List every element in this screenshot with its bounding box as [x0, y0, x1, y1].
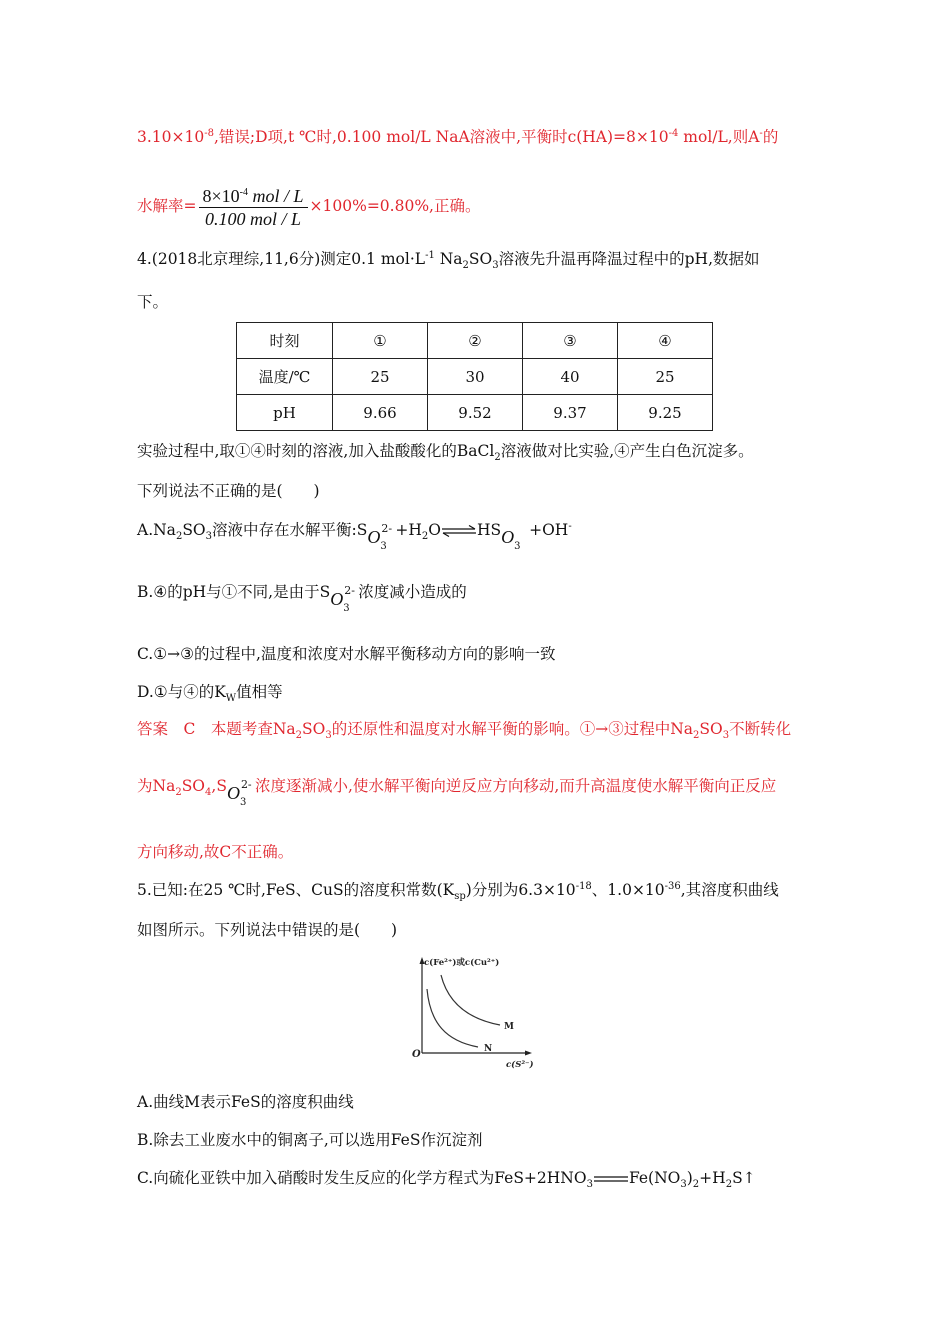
table-cell: 9.25 [618, 395, 713, 431]
sulfite-ion: O 3 [501, 527, 521, 552]
solubility-product-graph [408, 953, 544, 1075]
table-cell: 25 [618, 359, 713, 395]
q4-stem-line-2: 下。 [137, 293, 169, 311]
q4-experiment: 实验过程中,取①④时刻的溶液,加入盐酸酸化的BaCl$_2$溶液做对比实验,④产生白色沉淀多。 [137, 442, 754, 464]
q4-answer-line-1: 答案 C 本题考查$Na_2SO_3$的还原性和温度对水解平衡的影响。①→③过程中$Na_2SO_3$不断转化 [137, 720, 792, 742]
table-cell: 25 [333, 359, 428, 395]
hydrolysis-fraction: $\frac{8\times 10^{-4} mol / L}{\text{0.100 mol / L}}$ [199, 185, 308, 230]
q4-option-c[interactable]: C.①→③的过程中,温度和浓度对水解平衡移动方向的影响一致 [137, 645, 556, 663]
x-axis-label: c(S²⁻) [506, 1060, 534, 1070]
table-row [237, 359, 713, 395]
q4-option-d[interactable]: D.①与④的$K_W$值相等 [137, 683, 283, 705]
equals-arrow-icon [593, 1174, 629, 1184]
sulfite-ion: O 3 2- [367, 522, 393, 552]
q4-data-table [236, 322, 713, 431]
sulfite-ion: O 3 2- [330, 584, 355, 614]
q4-prompt: 下列说法不正确的是( ) [137, 482, 320, 500]
table-row [237, 323, 713, 359]
q4-answer-line-3: 方向移动,故C不正确。 [137, 843, 294, 861]
origin-label: O [412, 1049, 421, 1060]
table-cell: 9.52 [428, 395, 523, 431]
table-cell: 温度/℃ [237, 359, 333, 395]
table-cell: 9.66 [333, 395, 428, 431]
q5-option-b[interactable]: B.除去工业废水中的铜离子,可以选用FeS作沉淀剂 [137, 1131, 483, 1149]
q5-option-c[interactable]: C.向硫化亚铁中加入硝酸时发生反应的化学方程式为$FeS+2HNO_3$ $Fe(NO_3)_2+H_2S↑$ [137, 1169, 756, 1191]
table-header-cell: 时刻 [237, 323, 333, 359]
table-cell: 30 [428, 359, 523, 395]
table-row [237, 395, 713, 431]
table-header-cell: ① [333, 323, 428, 359]
curve-n [427, 989, 478, 1047]
table-header-cell: ② [428, 323, 523, 359]
q4-option-a[interactable]: $A.Na_2SO_3$溶液中存在水解平衡:S O 3 2- $+H_2O$ HS O 3 +OH- [137, 520, 572, 552]
table-cell: 40 [523, 359, 618, 395]
table-header-cell: ③ [523, 323, 618, 359]
q4-answer-line-2: 为$Na_2SO_4,S$ O 3 2- 浓度逐渐减小,使水解平衡向逆反应方向移动,而升高温度使水解平衡向正反应 [137, 777, 777, 808]
curve-m-label: M [504, 1022, 514, 1032]
curve-n-label: N [484, 1044, 493, 1054]
x-axis-arrow-icon [525, 1051, 532, 1056]
q5-stem: 5.已知:在25 ℃时,FeS、CuS的溶度积常数$(K_{sp})$分别为$6.3\times 10^{-18}$、$1.0\times 10^{-36}$,其溶度积曲线 [137, 880, 779, 903]
table-header-cell: ④ [618, 323, 713, 359]
y-axis-label: c(Fe²⁺)或c(Cu²⁺) [424, 958, 500, 968]
equilibrium-arrow-icon [441, 525, 477, 537]
q5-stem-line-2: 如图所示。下列说法中错误的是( ) [137, 921, 398, 939]
prev-answer-line-2: 水解率= $\frac{8\times 10^{-4} mol / L}{\text{0.100 mol / L}}$ ×100%=0.80%,正确。 [137, 185, 481, 229]
q4-stem: 4.(2018北京理综,11,6分)测定0.1 $mol\cdot L^{-1}$ $Na_2SO_3$溶液先升温再降温过程中的pH,数据如 [137, 249, 760, 272]
table-cell: pH [237, 395, 333, 431]
curve-m [441, 975, 500, 1025]
prev-answer-line-1: $3.10\times 10^{-8}$,错误;D项,t ℃时,0.100 mol/L NaA溶液中,平衡时$c(HA)=8\times 10^{-4}$ mol/L,则A-的 [137, 127, 779, 146]
table-cell: 9.37 [523, 395, 618, 431]
sulfite-ion: O 3 2- [226, 778, 252, 808]
q4-option-b[interactable]: B.④的pH与①不同,是由于S O 3 2- 浓度减小造成的 [137, 583, 467, 614]
q5-option-a[interactable]: A.曲线M表示FeS的溶度积曲线 [137, 1093, 354, 1111]
